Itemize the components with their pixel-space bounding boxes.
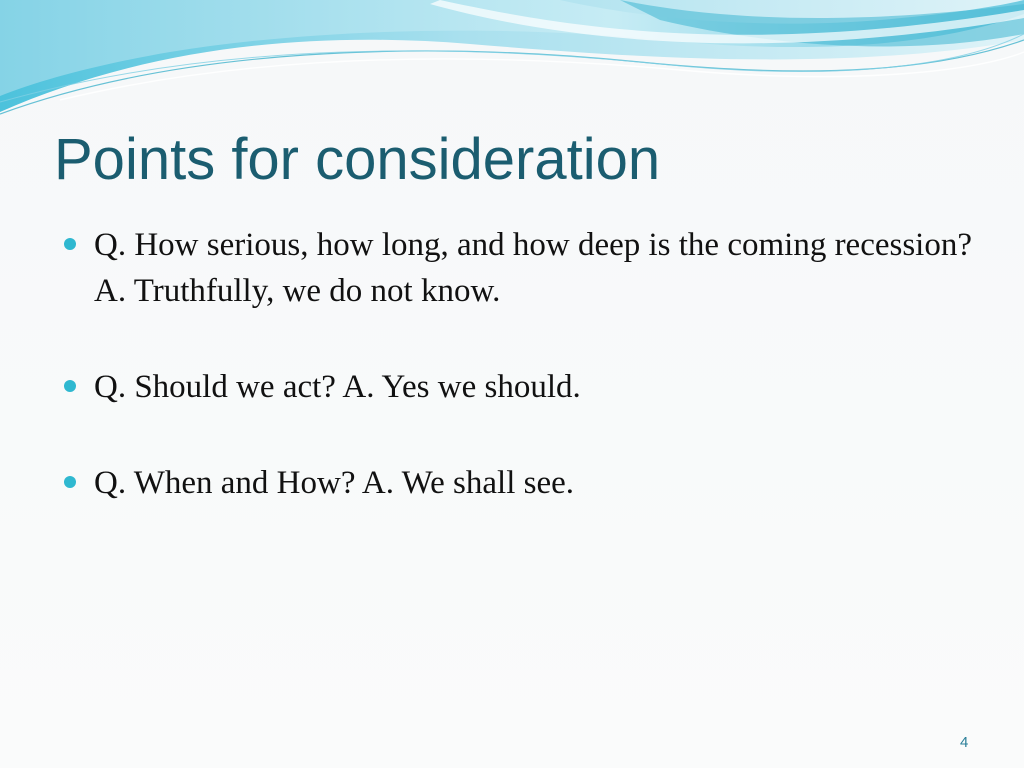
page-number: 4 xyxy=(960,734,969,751)
bullet-text: Q. Should we act? A. Yes we should. xyxy=(94,369,581,405)
wave-header-decoration xyxy=(0,0,1024,120)
bullet-text: Q. When and How? A. We shall see. xyxy=(94,465,575,501)
bullet-item xyxy=(62,222,992,314)
bullet-dot-icon xyxy=(64,238,76,250)
bullet-dot-icon xyxy=(64,476,76,488)
bullet-item xyxy=(62,364,992,410)
slide-title: Points for consideration xyxy=(54,127,661,192)
bullet-text: Q. How serious, how long, and how deep is the coming recession? A. Truthfully, we do not know. xyxy=(94,227,972,309)
bullet-list xyxy=(62,222,992,556)
bullet-dot-icon xyxy=(64,380,76,392)
bullet-item xyxy=(62,460,992,506)
wave-line-3 xyxy=(60,52,1024,100)
